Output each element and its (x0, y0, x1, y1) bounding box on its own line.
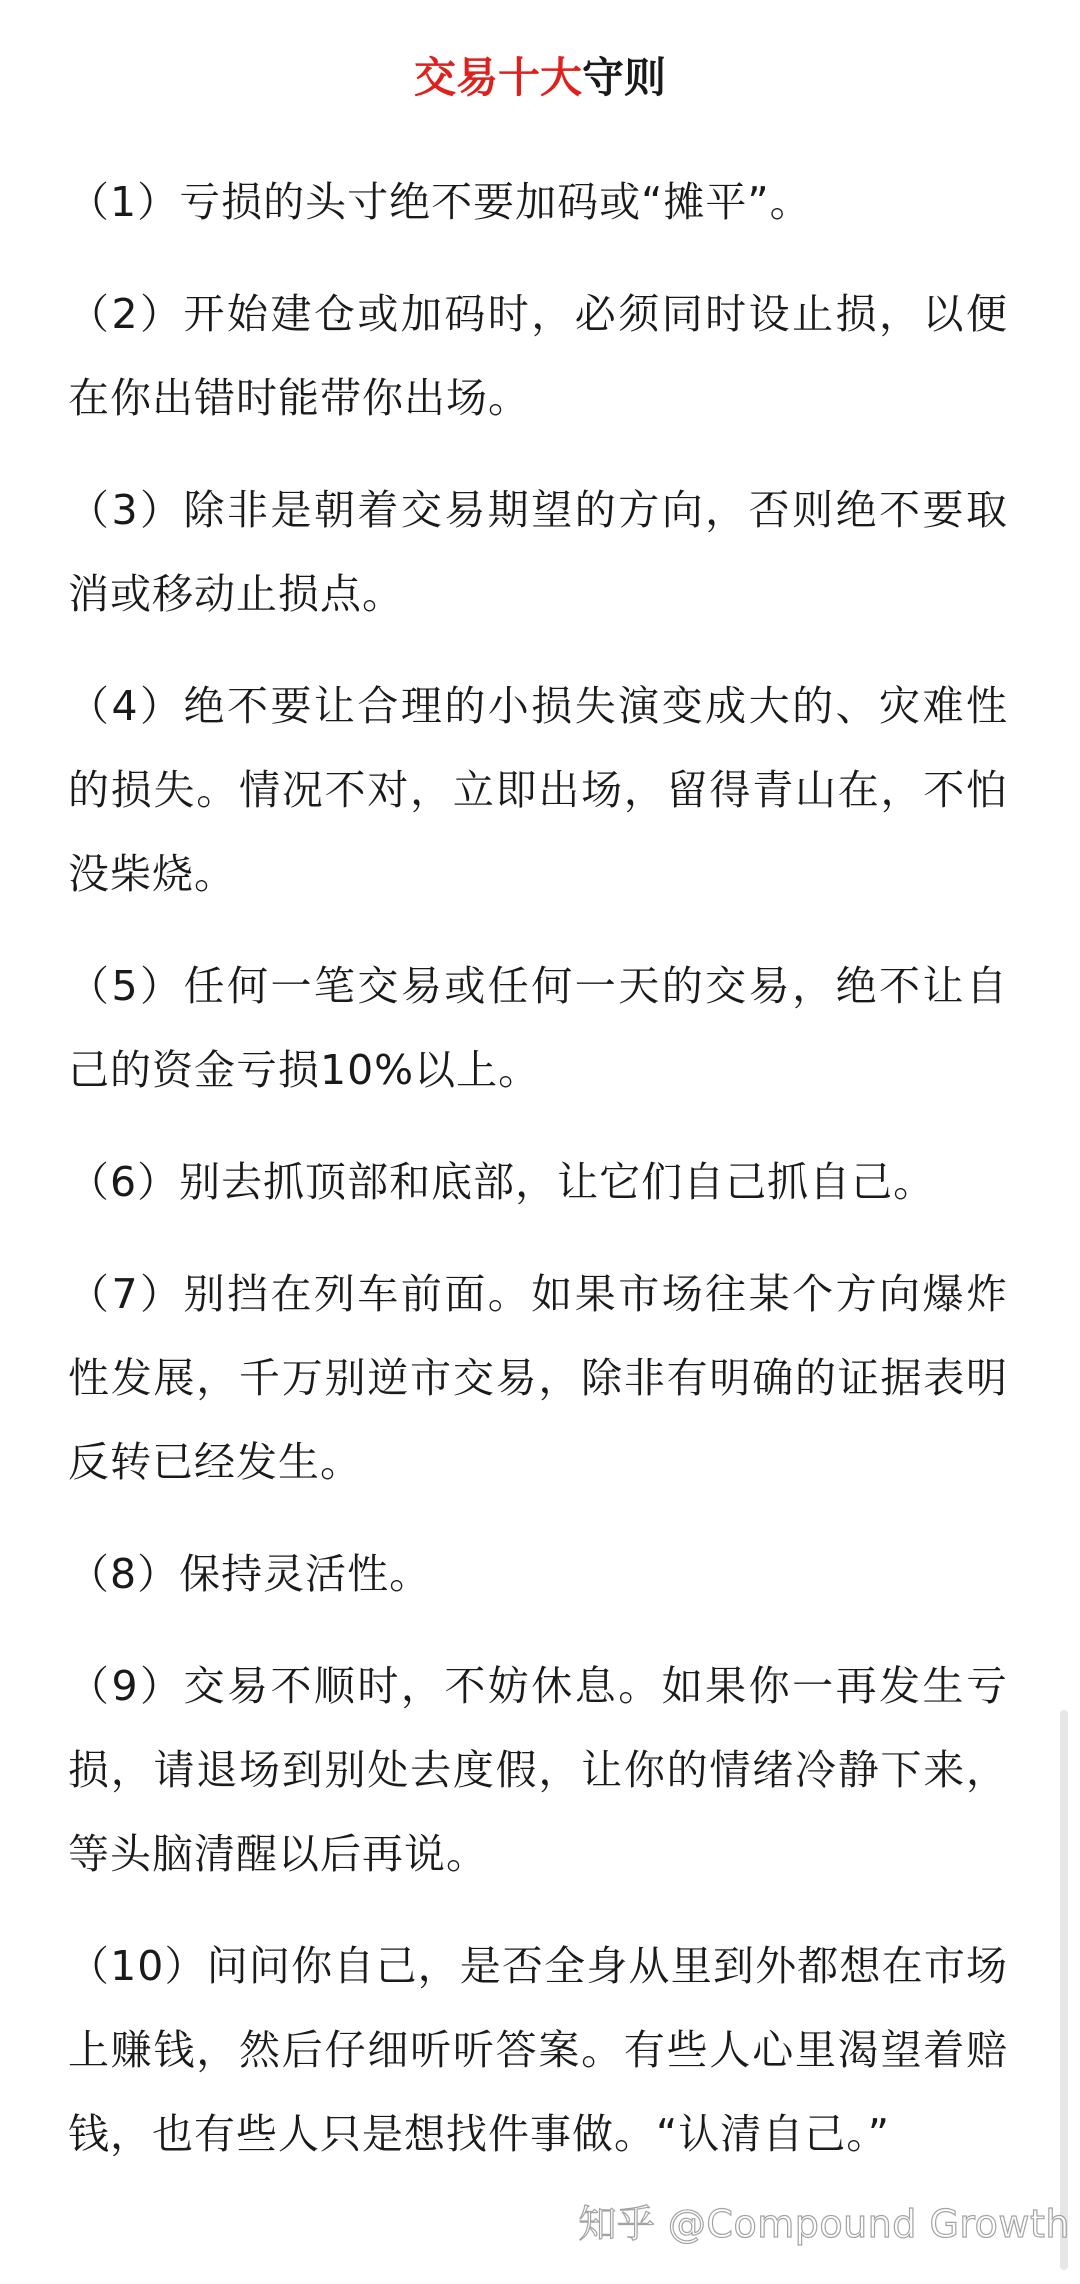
scrollbar[interactable] (1060, 1710, 1068, 2270)
rule-item-1: （1）亏损的头寸绝不要加码或“摊平”。 (68, 178, 812, 226)
rule-item-8: （8）保持灵活性。 (68, 1550, 432, 1598)
rule-item-2: （2）开始建仓或加码时，必须同时设止损，以便在你出错时能带你出场。 (68, 290, 1008, 422)
title-rest: 守则 (582, 53, 667, 102)
title-accent: 交易十大 (413, 53, 582, 102)
rule-item-5: （5）任何一笔交易或任何一天的交易，绝不让自己的资金亏损10%以上。 (68, 962, 1008, 1094)
page-title (0, 48, 1080, 108)
rule-item-9: （9）交易不顺时，不妨休息。如果你一再发生亏损，请退场到别处去度假，让你的情绪冷静下来，等头脑清醒以后再说。 (68, 1662, 1008, 1878)
rule-item-10: （10）问问你自己，是否全身从里到外都想在市场上赚钱，然后仔细听听答案。有些人心里渴望着赔钱，也有些人只是想找件事做。“认清自己。” (68, 1942, 1008, 2158)
rule-item-4: （4）绝不要让合理的小损失演变成大的、灾难性的损失。情况不对，立即出场，留得青山在，不怕没柴烧。 (68, 682, 1008, 898)
rule-item-3: （3）除非是朝着交易期望的方向，否则绝不要取消或移动止损点。 (68, 486, 1008, 618)
rule-item-6: （6）别去抓顶部和底部，让它们自己抓自己。 (68, 1158, 936, 1206)
rules-list (68, 160, 1008, 2204)
rule-item-7: （7）别挡在列车前面。如果市场往某个方向爆炸性发展，千万别逆市交易，除非有明确的证据表明反转已经发生。 (68, 1270, 1008, 1486)
watermark: 知乎 @Compound Growth (578, 2202, 1070, 2246)
